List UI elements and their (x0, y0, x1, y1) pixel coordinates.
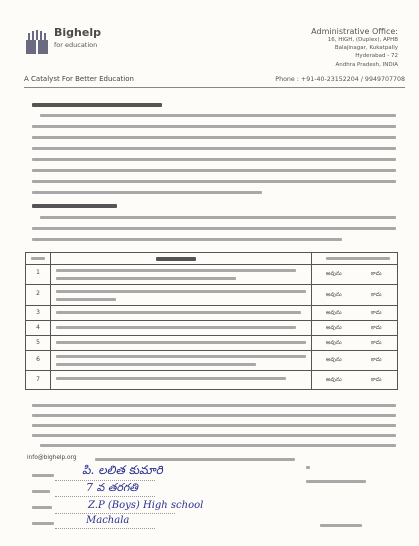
instruction-line (32, 238, 342, 241)
table-row-divider (26, 350, 397, 351)
class-handwritten: 7 వ తరగతి (86, 481, 138, 494)
answer-no: కాదు (371, 292, 382, 298)
body-line (32, 136, 396, 139)
village-handwritten: Machala (86, 515, 130, 526)
closing-line (32, 404, 396, 407)
table-row-divider (26, 320, 397, 321)
brand-subtitle: for education (54, 41, 98, 49)
header-question (156, 257, 196, 261)
answer-no: కాదు (371, 377, 382, 383)
student-name-handwritten: పి. లలిత కుమారి (82, 463, 163, 477)
village-label (32, 522, 54, 525)
row-number: 2 (36, 290, 40, 297)
question-line (56, 298, 116, 301)
table-row-divider (26, 284, 397, 285)
answer-yes: అవును (326, 340, 342, 346)
signatory-role (320, 524, 362, 527)
village-field-line (55, 528, 155, 529)
question-line (56, 311, 301, 314)
table-row-divider (26, 305, 397, 306)
section-heading (32, 204, 117, 208)
questionnaire-table (25, 252, 398, 390)
question-line (56, 363, 256, 366)
column-divider (311, 253, 312, 389)
signature-mark (306, 466, 310, 469)
body-line (40, 114, 396, 117)
row-number: 1 (36, 269, 40, 276)
question-line (56, 269, 296, 272)
table-row-divider (26, 264, 397, 265)
tagline: A Catalyst For Better Education (24, 75, 134, 83)
answer-no: కాదు (371, 310, 382, 316)
question-line (56, 355, 306, 358)
closing-line (32, 424, 396, 427)
office-phone: Phone : +91-40-23152204 / 9949707708 (275, 76, 405, 83)
header-divider (24, 87, 405, 88)
body-line (32, 191, 262, 194)
body-line (32, 169, 396, 172)
class-label (32, 490, 50, 493)
body-line (32, 147, 396, 150)
row-number: 7 (36, 376, 40, 383)
name-label (32, 474, 54, 477)
body-line (32, 158, 396, 161)
book-hands-logo-icon (24, 30, 51, 58)
body-line (32, 125, 396, 128)
closing-line (32, 434, 396, 437)
email-line-text (95, 458, 295, 461)
question-line (56, 290, 306, 293)
office-title: Administrative Office: (311, 27, 398, 36)
school-label (32, 506, 52, 509)
answer-yes: అవును (326, 292, 342, 298)
office-address (288, 27, 398, 69)
school-handwritten: Z.P (Boys) High school (88, 500, 204, 511)
question-line (56, 341, 306, 344)
office-line: Andhra Pradesh, INDIA (335, 61, 398, 68)
header-answer (326, 257, 390, 260)
answer-yes: అవును (326, 310, 342, 316)
header-sno (31, 257, 45, 260)
answer-no: కాదు (371, 325, 382, 331)
question-line (56, 277, 236, 280)
office-line: Balajinagar, Kukatpally (334, 45, 398, 52)
column-divider (50, 253, 51, 389)
closing-line (32, 414, 396, 417)
answer-yes: అవును (326, 271, 342, 277)
contact-email: info@bighelp.org (27, 455, 77, 461)
row-number: 3 (36, 309, 40, 316)
row-number: 5 (36, 339, 40, 346)
school-field-line (55, 513, 175, 514)
body-line (32, 180, 396, 183)
signatory-name (306, 480, 366, 483)
row-number: 4 (36, 324, 40, 331)
closing-line (40, 444, 396, 447)
answer-no: కాదు (371, 271, 382, 277)
answer-no: కాదు (371, 357, 382, 363)
brand-name: Bighelp (54, 26, 101, 39)
table-row-divider (26, 370, 397, 371)
answer-no: కాదు (371, 340, 382, 346)
answer-yes: అవును (326, 325, 342, 331)
salutation-line (32, 103, 162, 107)
question-line (56, 326, 296, 329)
office-line: Hyderabad - 72 (355, 53, 398, 60)
answer-yes: అవును (326, 377, 342, 383)
instruction-line (40, 216, 396, 219)
row-number: 6 (36, 356, 40, 363)
question-line (56, 377, 286, 380)
office-line: 16, HIGH, (Duplex), APHB (327, 37, 398, 43)
instruction-line (32, 227, 396, 230)
table-row-divider (26, 335, 397, 336)
answer-yes: అవును (326, 357, 342, 363)
